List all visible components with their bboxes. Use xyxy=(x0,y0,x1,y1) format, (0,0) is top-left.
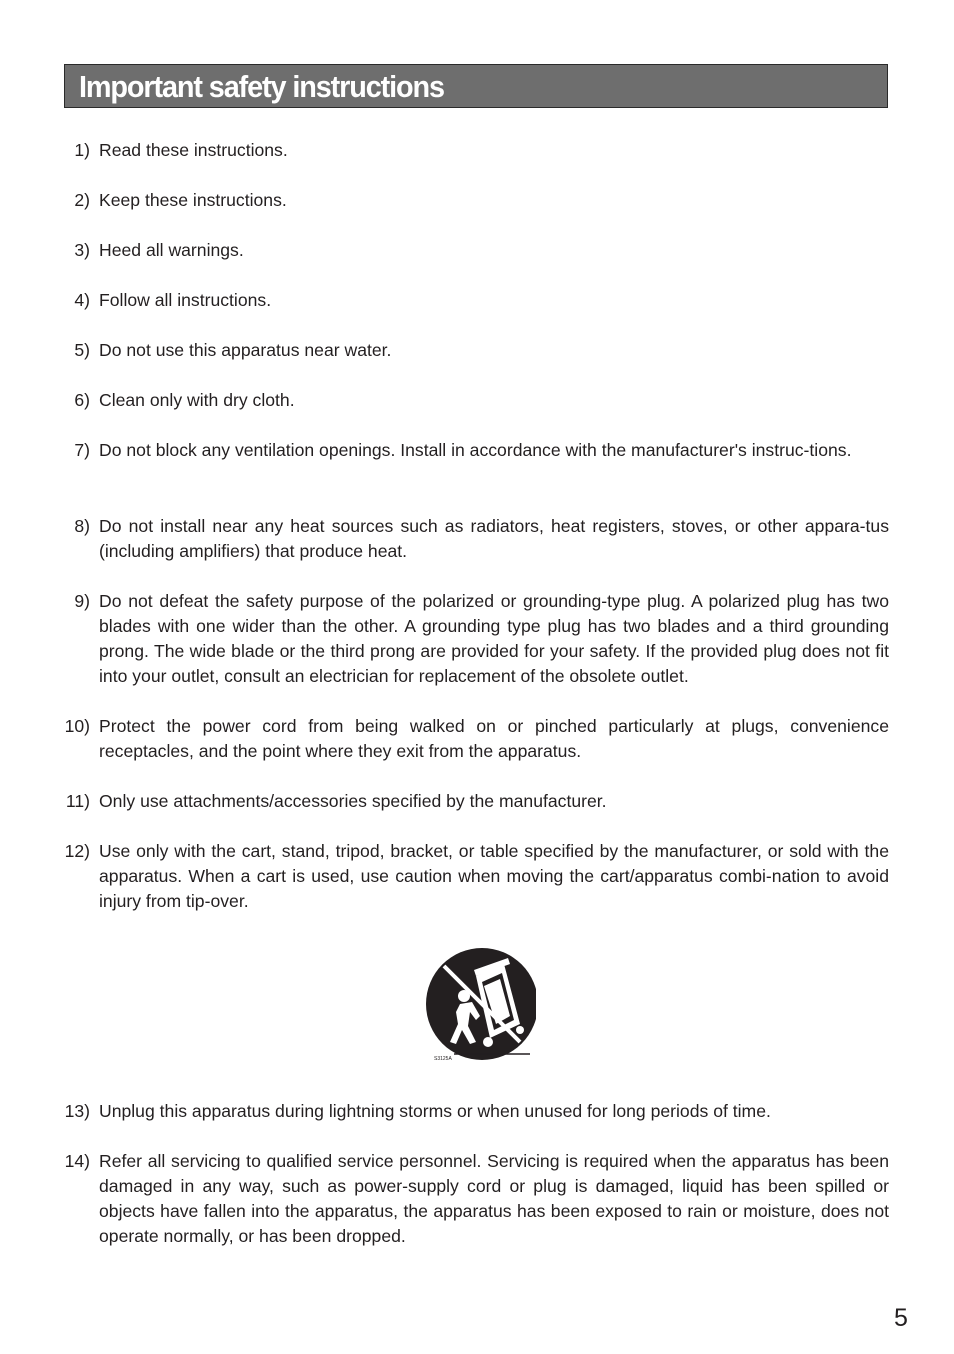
page-number: 5 xyxy=(894,1304,908,1332)
instruction-number: 3) xyxy=(74,240,90,260)
instruction-text: Use only with the cart, stand, tripod, bracket, or table specified by the manufacturer, or sold with the apparatus. When a cart is used, use caution when moving the cart/apparatus combi-nation to avoid injury from tip-over. xyxy=(99,841,889,911)
instruction-number: 7) xyxy=(74,440,90,460)
instruction-text: Do not install near any heat sources such as radiators, heat registers, stoves, or other appara-tus (including amplifiers) that produce heat. xyxy=(99,516,889,561)
instruction-number: 9) xyxy=(74,591,90,611)
instruction-number: 13) xyxy=(64,1101,90,1121)
instruction-text: Refer all servicing to qualified service personnel. Servicing is required when the apparatus has been damaged in any way, such as power-supply cord or plug is damaged, liquid has been spilled or objects have fallen into the apparatus, the apparatus has been exposed to rain or moisture, does not operate normally, or has been dropped. xyxy=(99,1151,889,1246)
instruction-text: Follow all instructions. xyxy=(99,290,272,310)
instruction-number: 5) xyxy=(74,340,90,360)
instruction-number: 12) xyxy=(64,841,90,861)
instruction-text: Only use attachments/accessories specified by the manufacturer. xyxy=(99,791,607,811)
instruction-text: Do not defeat the safety purpose of the polarized or grounding-type plug. A polarized plug has two blades with one wider than the other. A grounding type plug has two blades and a third grounding prong. The wide blade or the third prong are provided for your safety. If the provided plug does not fit into your outlet, consult an electrician for replacement of the obsolete outlet. xyxy=(99,591,889,686)
instruction-number: 6) xyxy=(74,390,90,410)
symbol-code: S3125A xyxy=(434,1056,452,1062)
instruction-number: 4) xyxy=(74,290,90,310)
instruction-text: Do not use this apparatus near water. xyxy=(99,340,392,360)
instruction-text: Keep these instructions. xyxy=(99,190,287,210)
instruction-number: 2) xyxy=(74,190,90,210)
instruction-number: 11) xyxy=(65,791,90,811)
instruction-text: Read these instructions. xyxy=(99,140,288,160)
instruction-text: Heed all warnings. xyxy=(99,240,244,260)
instruction-number: 10) xyxy=(64,716,90,736)
instruction-number: 14) xyxy=(64,1151,90,1171)
page-title: Important safety instructions xyxy=(79,69,444,104)
page-header xyxy=(64,64,888,108)
instruction-text: Protect the power cord from being walked on or pinched particularly at plugs, convenience receptacles, and the point where they exit from the apparatus. xyxy=(99,716,889,761)
instruction-number: 8) xyxy=(74,516,90,536)
instruction-number: 1) xyxy=(74,140,90,160)
instruction-text: Unplug this apparatus during lightning storms or when unused for long periods of time. xyxy=(99,1101,771,1121)
cart-tip-over-warning-icon xyxy=(424,946,536,1064)
instruction-text: Clean only with dry cloth. xyxy=(99,390,295,410)
instruction-text: Do not block any ventilation openings. Install in accordance with the manufacturer's instruc-tions. xyxy=(99,440,852,460)
